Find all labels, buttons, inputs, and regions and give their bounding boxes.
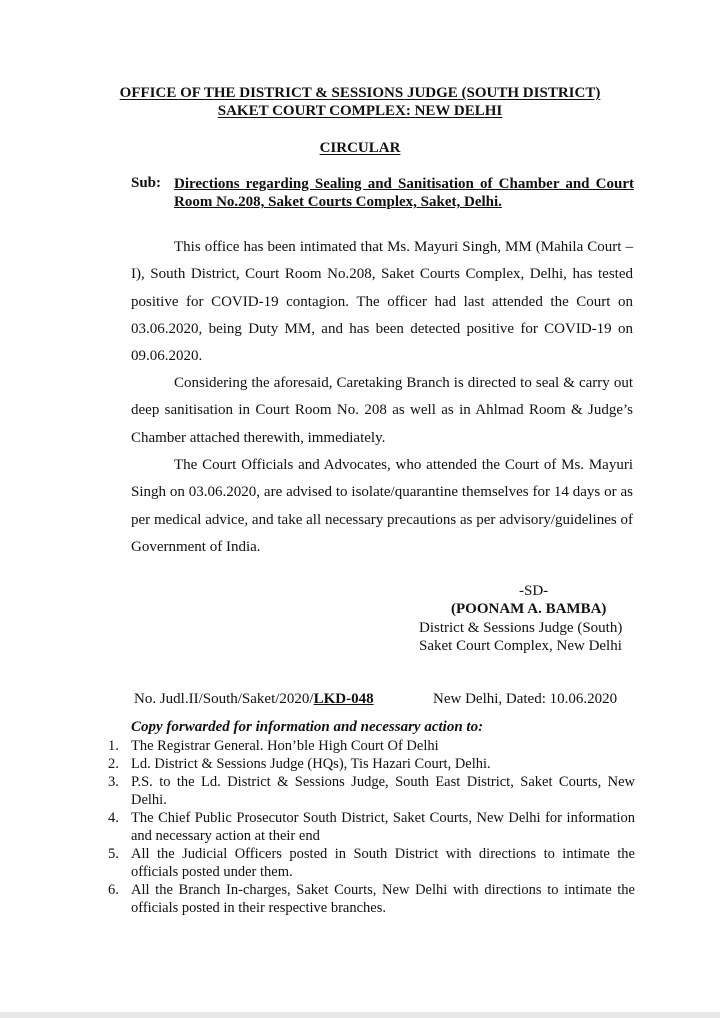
paragraph-sanitisation: Considering the aforesaid, Caretaking Branch is directed to seal & carry out deep sanitisation in Court Room No. 208 as well as in Ahlmad Room & Judge’s Chamber attached therewith, immediately. (131, 375, 633, 446)
list-item (108, 755, 635, 773)
paragraph-quarantine: The Court Officials and Advocates, who attended the Court of Ms. Mayuri Singh on 03.06.2020, are advised to isolate/quarantine themselves for 14 days or as per medical advice, and take all necessary precautions as per advisory/guidelines of Government of India. (131, 457, 633, 555)
subject-text: Directions regarding Sealing and Sanitisation of Chamber and Court Room No.208, Saket Courts Complex, Saket, Delhi. (174, 176, 634, 210)
list-item-number: 3. (108, 774, 119, 790)
paragraph-intimation: This office has been intimated that Ms. Mayuri Singh, MM (Mahila Court – I), South District, Court Room No.208, Saket Courts Complex, Delhi, has tested positive for COVID-19 contagion. The officer had last attended the Court on 03.06.2020, being Duty MM, and has been detected positive for COVID-19 on 09.06.2020. (131, 239, 633, 365)
subject-label: Sub: (131, 175, 162, 191)
list-item-text: Ld. District & Sessions Judge (HQs), Tis Hazari Court, Delhi. (131, 756, 491, 772)
reference-prefix: No. Judl.II/South/Saket/2020/ (134, 691, 314, 707)
document-title: CIRCULAR (319, 140, 401, 156)
office-heading: OFFICE OF THE DISTRICT & SESSIONS JUDGE (SOUTH DISTRICT) (119, 85, 601, 101)
reference-number (134, 691, 374, 708)
page-bottom-edge (0, 1012, 720, 1018)
list-item (108, 845, 635, 881)
list-item-number: 6. (108, 882, 119, 898)
list-item (108, 737, 635, 755)
list-item-number: 2. (108, 756, 119, 772)
list-item-number: 4. (108, 810, 119, 826)
list-item-text: P.S. to the Ld. District & Sessions Judge, South East District, Saket Courts, New Delhi. (131, 774, 635, 808)
copy-forwarded-heading: Copy forwarded for information and necessary action to: (131, 719, 484, 735)
signatory-name: (POONAM A. BAMBA) (451, 601, 607, 617)
list-item (108, 881, 635, 917)
recipient-list (108, 737, 635, 917)
list-item-text: The Chief Public Prosecutor South District, Saket Courts, New Delhi for information and necessary action at their end (131, 810, 635, 844)
list-item (108, 773, 635, 809)
signatory-designation: District & Sessions Judge (South) (419, 620, 623, 636)
list-item-number: 1. (108, 738, 119, 754)
list-item-text: All the Judicial Officers posted in South District with directions to intimate the officials posted under them. (131, 846, 635, 880)
list-item-text: All the Branch In-charges, Saket Courts, New Delhi with directions to intimate the officials posted in their respective branches. (131, 882, 635, 916)
list-item-text: The Registrar General. Hon’ble High Court Of Delhi (131, 738, 439, 754)
signature-sd: -SD- (519, 583, 549, 599)
complex-heading: SAKET COURT COMPLEX: NEW DELHI (217, 103, 503, 119)
list-item-number: 5. (108, 846, 119, 862)
reference-code: LKD-048 (313, 691, 374, 707)
signatory-place: Saket Court Complex, New Delhi (419, 638, 622, 654)
list-item (108, 809, 635, 845)
dated-line: New Delhi, Dated: 10.06.2020 (433, 691, 618, 707)
